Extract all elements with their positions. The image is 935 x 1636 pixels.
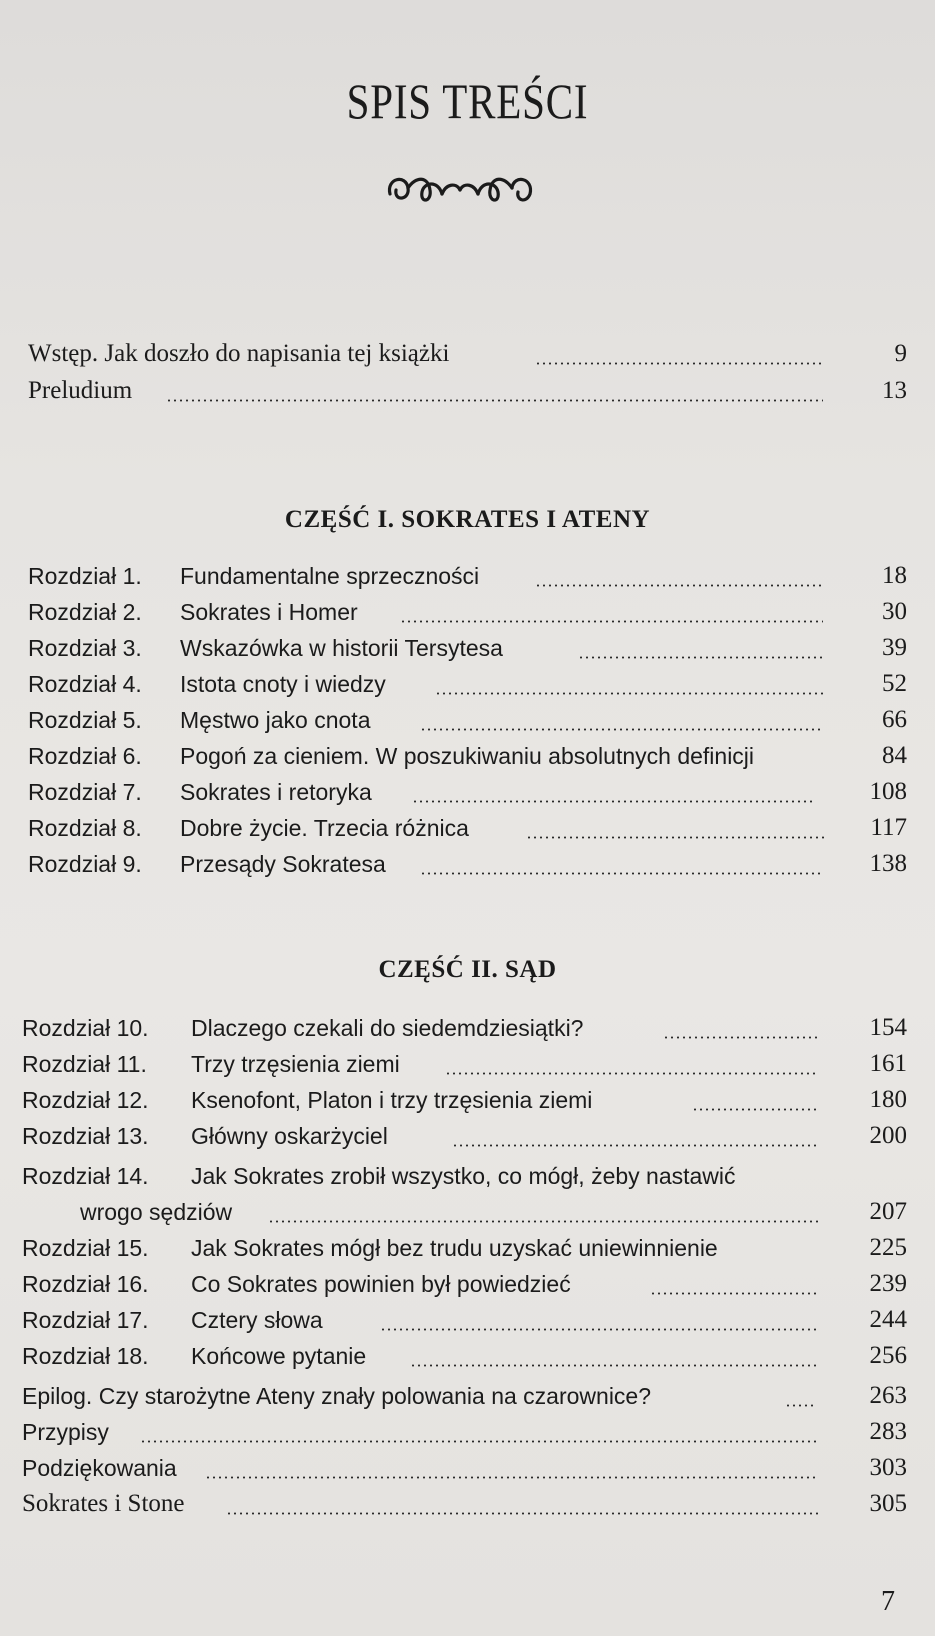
- toc-entry-continuation[interactable]: [0, 1194, 935, 1230]
- entry-page: 263: [869, 1382, 907, 1409]
- dot-leader: [452, 1144, 818, 1147]
- toc-entry-chapter[interactable]: [0, 1082, 935, 1118]
- entry-title: Pogoń za cieniem. W poszukiwaniu absolutnych definicji: [180, 743, 755, 769]
- toc-entry-chapter[interactable]: [0, 702, 935, 738]
- dot-leader: [420, 872, 823, 875]
- entry-title: Ksenofont, Platon i trzy trzęsienia ziemi: [191, 1087, 593, 1113]
- dot-leader: [663, 1036, 818, 1039]
- toc-entry-chapter[interactable]: [0, 1158, 935, 1194]
- entry-page: 66: [882, 706, 907, 733]
- entry-page: 200: [869, 1122, 907, 1149]
- entry-title: Sokrates i retoryka: [180, 779, 372, 805]
- entry-page: 30: [882, 598, 907, 625]
- part-2-heading: CZĘŚĆ II. SĄD: [378, 956, 557, 983]
- chapter-label: Rozdział 5.: [28, 707, 142, 733]
- entry-page: 239: [869, 1270, 907, 1297]
- entry-title: Dlaczego czekali do siedemdziesiątki?: [191, 1015, 584, 1041]
- dot-leader: [400, 620, 823, 623]
- chapter-label: Rozdział 15.: [22, 1235, 149, 1261]
- entry-page: 108: [869, 778, 907, 805]
- entry-title: Jak Sokrates mógł bez trudu uzyskać uniewinnienie: [191, 1235, 718, 1261]
- dot-leader: [380, 1328, 818, 1331]
- entry-title: Dobre życie. Trzecia różnica: [180, 815, 469, 841]
- entry-title: Przesądy Sokratesa: [180, 851, 386, 877]
- chapter-label: Rozdział 9.: [28, 851, 142, 877]
- page-title: SPIS TREŚCI: [346, 73, 589, 129]
- toc-entry-podziekowania[interactable]: [0, 1450, 935, 1486]
- entry-page: 84: [882, 742, 907, 769]
- entry-title: Wstęp. Jak doszło do napisania tej książki: [28, 340, 450, 367]
- dot-leader: [650, 1292, 818, 1295]
- chapter-label: Rozdział 7.: [28, 779, 142, 805]
- entry-title: Trzy trzęsienia ziemi: [191, 1051, 400, 1077]
- dot-leader: [140, 1440, 818, 1443]
- entry-title-continuation: wrogo sędziów: [80, 1199, 233, 1225]
- entry-page: 138: [869, 850, 907, 877]
- chapter-label: Rozdział 14.: [22, 1163, 149, 1189]
- dot-leader: [420, 728, 823, 731]
- dot-leader: [785, 1404, 815, 1407]
- entry-page: 13: [882, 377, 907, 404]
- chapter-label: Rozdział 2.: [28, 599, 142, 625]
- entry-page: 303: [869, 1454, 907, 1481]
- entry-page: 52: [882, 670, 907, 697]
- chapter-label: Rozdział 18.: [22, 1343, 149, 1369]
- entry-page: 39: [882, 634, 907, 661]
- entry-title: Cztery słowa: [191, 1307, 323, 1333]
- entry-page: 154: [869, 1014, 907, 1041]
- chapter-label: Rozdział 3.: [28, 635, 142, 661]
- chapter-label: Rozdział 4.: [28, 671, 142, 697]
- toc-entry-epilog[interactable]: [0, 1378, 935, 1414]
- entry-title: Końcowe pytanie: [191, 1343, 367, 1369]
- entry-title: Męstwo jako cnota: [180, 707, 371, 733]
- toc-entry-chapter[interactable]: [0, 846, 935, 882]
- dot-leader: [412, 800, 812, 803]
- chapter-label: Rozdział 8.: [28, 815, 142, 841]
- entry-title: Sokrates i Homer: [180, 599, 358, 625]
- chapter-label: Rozdział 16.: [22, 1271, 149, 1297]
- toc-entry-chapter[interactable]: [0, 738, 935, 774]
- toc-entry-chapter[interactable]: [0, 630, 935, 666]
- entry-page: 18: [882, 562, 907, 589]
- entry-page: 180: [869, 1086, 907, 1113]
- dot-leader: [410, 1364, 818, 1367]
- chapter-label: Rozdział 10.: [22, 1015, 149, 1041]
- entry-page: 161: [869, 1050, 907, 1077]
- chapter-label: Rozdział 17.: [22, 1307, 149, 1333]
- entry-page: 117: [870, 814, 907, 841]
- toc-entry-przypisy[interactable]: [0, 1414, 935, 1450]
- page-number: 7: [881, 1586, 895, 1617]
- toc-entry-sokrates-i-stone[interactable]: [0, 1486, 935, 1522]
- entry-title: Fundamentalne sprzeczności: [180, 563, 480, 589]
- dot-leader: [205, 1476, 818, 1479]
- chapter-label: Rozdział 13.: [22, 1123, 149, 1149]
- toc-entry-chapter[interactable]: [0, 810, 935, 846]
- entry-title: Główny oskarżyciel: [191, 1123, 388, 1149]
- dot-leader: [445, 1072, 818, 1075]
- entry-title: Wskazówka w historii Tersytesa: [180, 635, 503, 661]
- toc-entry-chapter[interactable]: [0, 1302, 935, 1338]
- entry-title: Przypisy: [22, 1419, 109, 1445]
- toc-entry-chapter[interactable]: [0, 1010, 935, 1046]
- entry-title: Jak Sokrates zrobił wszystko, co mógł, żeby nastawić: [191, 1163, 736, 1189]
- dot-leader: [535, 584, 823, 587]
- part-1-heading: CZĘŚĆ I. SOKRATES I ATENY: [284, 506, 651, 533]
- toc-entry-chapter[interactable]: [0, 1230, 935, 1266]
- toc-entry-chapter[interactable]: [0, 594, 935, 630]
- toc-entry-chapter[interactable]: [0, 1046, 935, 1082]
- entry-title: Preludium: [28, 377, 133, 404]
- toc-entry-chapter[interactable]: [0, 1266, 935, 1302]
- chapter-label: Rozdział 12.: [22, 1087, 149, 1113]
- dot-leader: [268, 1220, 818, 1223]
- entry-title: Podziękowania: [22, 1455, 177, 1481]
- toc-entry-chapter[interactable]: [0, 558, 935, 594]
- chapter-label: Rozdział 1.: [28, 563, 142, 589]
- entry-page: 225: [869, 1234, 907, 1261]
- entry-title: Epilog. Czy starożytne Ateny znały polowania na czarownice?: [22, 1383, 652, 1409]
- dot-leader: [578, 656, 823, 659]
- toc-entry-chapter[interactable]: [0, 1338, 935, 1374]
- entry-title: Co Sokrates powinien był powiedzieć: [191, 1271, 571, 1297]
- entry-title: Istota cnoty i wiedzy: [180, 671, 386, 697]
- dot-leader: [226, 1512, 818, 1515]
- dot-leader: [166, 399, 823, 402]
- chapter-label: Rozdział 6.: [28, 743, 142, 769]
- entry-page: 256: [869, 1342, 907, 1369]
- entry-title: Sokrates i Stone: [22, 1490, 185, 1517]
- flourish-ornament-icon: [380, 164, 540, 212]
- toc-entry-chapter[interactable]: [0, 666, 935, 702]
- toc-entry-preludium[interactable]: [0, 373, 935, 409]
- toc-entry-chapter[interactable]: [0, 1118, 935, 1154]
- chapter-label: Rozdział 11.: [22, 1051, 147, 1077]
- entry-page: 283: [869, 1418, 907, 1445]
- dot-leader: [526, 836, 828, 839]
- toc-entry-wstep[interactable]: [0, 336, 935, 372]
- entry-page: 207: [869, 1198, 907, 1225]
- dot-leader: [692, 1108, 818, 1111]
- entry-page: 9: [894, 340, 907, 367]
- entry-page: 244: [869, 1306, 907, 1333]
- entry-page: 305: [869, 1490, 907, 1517]
- dot-leader: [535, 362, 823, 365]
- toc-entry-chapter[interactable]: [0, 774, 935, 810]
- dot-leader: [435, 692, 823, 695]
